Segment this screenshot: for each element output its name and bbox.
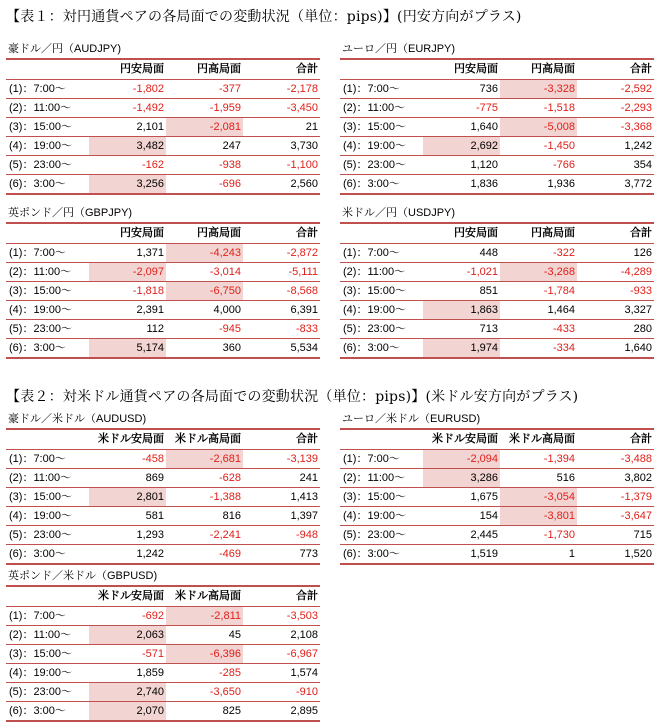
row-label: (6)：3:00～ xyxy=(9,178,66,190)
value-cell: -377 xyxy=(218,83,241,95)
row-label: (1)：7:00～ xyxy=(343,247,400,259)
table-row xyxy=(6,664,320,683)
row-label: (2)：11:00～ xyxy=(9,102,72,114)
table-caption: ユーロ／円（EURJPY) xyxy=(342,43,456,55)
total-cell: -2,592 xyxy=(620,83,652,95)
header-cell: 円安局面 xyxy=(454,227,498,239)
row-label: (4)：19:00～ xyxy=(343,304,406,316)
table-row xyxy=(340,526,654,545)
value-cell: 1,863 xyxy=(423,301,500,319)
total-cell: -3,368 xyxy=(620,121,652,133)
row-label: (6)：3:00～ xyxy=(9,342,66,354)
value-cell: -3,054 xyxy=(500,488,577,506)
value-cell: 581 xyxy=(145,510,164,522)
value-cell: -766 xyxy=(552,159,575,171)
value-cell: -1,784 xyxy=(543,285,575,297)
table-row xyxy=(340,137,654,156)
total-cell: -2,872 xyxy=(286,247,318,259)
row-label: (1)：7:00～ xyxy=(9,83,66,95)
total-cell: -6,967 xyxy=(286,648,318,660)
header-cell xyxy=(6,587,89,606)
value-cell: 3,286 xyxy=(423,469,500,487)
value-cell: 2,070 xyxy=(89,702,166,720)
total-cell: -948 xyxy=(295,529,318,541)
total-cell: -1,379 xyxy=(620,491,652,503)
value-cell: 2,391 xyxy=(136,304,164,316)
table-row xyxy=(340,118,654,137)
total-cell: 3,730 xyxy=(290,140,318,152)
value-cell: -1,730 xyxy=(543,529,575,541)
row-label: (3)：15:00～ xyxy=(9,121,72,133)
row-label: (2)：11:00～ xyxy=(343,102,406,114)
header-cell: 合計 xyxy=(630,227,652,239)
value-cell: 448 xyxy=(479,247,498,259)
value-cell: 1,675 xyxy=(470,491,498,503)
table-gbpusd xyxy=(6,567,320,722)
row-label: (5)：23:00～ xyxy=(9,159,72,171)
table-row xyxy=(6,263,320,282)
header-cell: 合計 xyxy=(296,433,318,445)
table-caption: ユーロ／米ドル（EURUSD) xyxy=(342,413,481,425)
table-row xyxy=(6,301,320,320)
table-row xyxy=(6,80,320,99)
value-cell: 825 xyxy=(222,705,241,717)
table-row xyxy=(6,488,320,507)
table-eurjpy xyxy=(340,40,654,195)
row-label: (4)：19:00～ xyxy=(9,304,72,316)
header-cell xyxy=(6,60,89,79)
value-cell: -2,681 xyxy=(166,450,243,468)
header-cell: 合計 xyxy=(630,433,652,445)
row-label: (2)：11:00～ xyxy=(9,472,72,484)
total-cell: 6,391 xyxy=(290,304,318,316)
table-row xyxy=(6,507,320,526)
value-cell: -3,014 xyxy=(209,266,241,278)
row-label: (6)：3:00～ xyxy=(9,705,66,717)
table-row xyxy=(6,645,320,664)
header-cell xyxy=(340,60,423,79)
row-label: (3)：15:00～ xyxy=(343,285,406,297)
table-row xyxy=(6,156,320,175)
value-cell: 2,801 xyxy=(89,488,166,506)
value-cell: -162 xyxy=(141,159,164,171)
header-cell: 円安局面 xyxy=(120,227,164,239)
value-cell: -3,268 xyxy=(500,263,577,281)
value-cell: -2,081 xyxy=(166,118,243,136)
total-cell: -933 xyxy=(629,285,652,297)
value-cell: 154 xyxy=(479,510,498,522)
value-cell: 2,692 xyxy=(423,137,500,155)
total-cell: 3,772 xyxy=(624,178,652,190)
table-row xyxy=(340,301,654,320)
table-header xyxy=(340,428,654,450)
table-header xyxy=(6,585,320,607)
value-cell: 1,936 xyxy=(547,178,575,190)
table-row xyxy=(340,339,654,359)
value-cell: 816 xyxy=(222,510,241,522)
total-cell: 354 xyxy=(633,159,652,171)
table-row xyxy=(6,702,320,722)
value-cell: -3,801 xyxy=(500,507,577,525)
table-row xyxy=(6,282,320,301)
total-cell: -3,647 xyxy=(620,510,652,522)
value-cell: 516 xyxy=(556,472,575,484)
value-cell: 2,101 xyxy=(136,121,164,133)
total-cell: -1,100 xyxy=(286,159,318,171)
value-cell: -334 xyxy=(552,342,575,354)
table-audusd xyxy=(6,410,320,565)
value-cell: -285 xyxy=(218,667,241,679)
value-cell: 1,464 xyxy=(547,304,575,316)
row-label: (4)：19:00～ xyxy=(343,510,406,522)
total-cell: -910 xyxy=(295,686,318,698)
total-cell: -8,568 xyxy=(286,285,318,297)
row-label: (3)：15:00～ xyxy=(9,285,72,297)
value-cell: 3,482 xyxy=(89,137,166,155)
value-cell: -1,388 xyxy=(209,491,241,503)
value-cell: -945 xyxy=(218,323,241,335)
table-row xyxy=(6,607,320,626)
total-cell: 3,327 xyxy=(624,304,652,316)
row-label: (5)：23:00～ xyxy=(9,323,72,335)
value-cell: 1,371 xyxy=(136,247,164,259)
value-cell: -4,243 xyxy=(166,244,243,262)
total-cell: 3,802 xyxy=(624,472,652,484)
header-cell: 円高局面 xyxy=(531,227,575,239)
value-cell: -775 xyxy=(475,102,498,114)
value-cell: -1,802 xyxy=(132,83,164,95)
table-row xyxy=(340,156,654,175)
section2-title: 【表２：対米ドル通貨ペアの各局面での変動状況（単位：pips)】(米ドル安方向がプラス) xyxy=(6,389,579,405)
table-row xyxy=(340,244,654,263)
value-cell: -571 xyxy=(141,648,164,660)
table-caption: 米ドル／円（USDJPY) xyxy=(342,207,456,219)
total-cell: 21 xyxy=(305,121,318,133)
row-label: (1)：7:00～ xyxy=(9,610,66,622)
value-cell: -1,450 xyxy=(543,140,575,152)
table-row xyxy=(340,263,654,282)
table-header xyxy=(6,428,320,450)
row-label: (5)：23:00～ xyxy=(9,529,72,541)
header-cell: 円高局面 xyxy=(197,63,241,75)
value-cell: 1 xyxy=(568,548,575,560)
value-cell: -696 xyxy=(218,178,241,190)
header-cell: 合計 xyxy=(296,63,318,75)
row-label: (6)：3:00～ xyxy=(343,342,400,354)
row-label: (3)：15:00～ xyxy=(9,648,72,660)
value-cell: 1,974 xyxy=(423,339,500,357)
table-header xyxy=(6,58,320,80)
table-row xyxy=(340,282,654,301)
value-cell: 45 xyxy=(228,629,241,641)
total-cell: 280 xyxy=(633,323,652,335)
value-cell: -3,650 xyxy=(209,686,241,698)
header-cell: 米ドル安局面 xyxy=(432,433,498,445)
value-cell: 869 xyxy=(145,472,164,484)
value-cell: 360 xyxy=(222,342,241,354)
table-row xyxy=(6,118,320,137)
total-cell: 1,397 xyxy=(290,510,318,522)
value-cell: -1,818 xyxy=(132,285,164,297)
table-row xyxy=(6,244,320,263)
table-row xyxy=(340,320,654,339)
value-cell: -2,811 xyxy=(166,607,243,625)
value-cell: 1,640 xyxy=(470,121,498,133)
value-cell: 4,000 xyxy=(213,304,241,316)
value-cell: -1,492 xyxy=(132,102,164,114)
row-label: (5)：23:00～ xyxy=(343,159,406,171)
header-cell: 円高局面 xyxy=(531,63,575,75)
total-cell: 1,640 xyxy=(624,342,652,354)
section1-title: 【表１：対円通貨ペアの各局面での変動状況（単位：pips)】(円安方向がプラス) xyxy=(6,9,522,25)
value-cell: 5,174 xyxy=(89,339,166,357)
value-cell: 112 xyxy=(146,323,164,335)
value-cell: -2,097 xyxy=(89,263,166,281)
table-row xyxy=(6,683,320,702)
table-header xyxy=(340,58,654,80)
row-label: (1)：7:00～ xyxy=(9,453,66,465)
value-cell: 713 xyxy=(479,323,498,335)
header-cell: 合計 xyxy=(296,227,318,239)
value-cell: 2,063 xyxy=(89,626,166,644)
table-row xyxy=(6,450,320,469)
total-cell: -2,293 xyxy=(620,102,652,114)
value-cell: -692 xyxy=(141,610,164,622)
row-label: (2)：11:00～ xyxy=(9,266,72,278)
table-caption: 英ポンド／円（GBPJPY) xyxy=(8,207,133,219)
total-cell: -3,139 xyxy=(286,453,318,465)
header-cell: 合計 xyxy=(296,590,318,602)
value-cell: 2,740 xyxy=(89,683,166,701)
header-cell: 米ドル高局面 xyxy=(509,433,575,445)
value-cell: -6,396 xyxy=(166,645,243,663)
value-cell: -2,094 xyxy=(423,450,500,468)
row-label: (3)：15:00～ xyxy=(9,491,72,503)
table-row xyxy=(340,488,654,507)
table-row xyxy=(340,99,654,118)
total-cell: -2,178 xyxy=(286,83,318,95)
total-cell: 2,108 xyxy=(290,629,318,641)
table-eurusd xyxy=(340,410,654,565)
total-cell: -4,289 xyxy=(620,266,652,278)
table-row xyxy=(6,526,320,545)
total-cell: -3,488 xyxy=(620,453,652,465)
table-row xyxy=(340,507,654,526)
table-row xyxy=(6,137,320,156)
row-label: (4)：19:00～ xyxy=(343,140,406,152)
total-cell: 715 xyxy=(633,529,652,541)
row-label: (2)：11:00～ xyxy=(343,266,406,278)
total-cell: -3,503 xyxy=(286,610,318,622)
total-cell: 1,413 xyxy=(290,491,318,503)
value-cell: 3,256 xyxy=(89,175,166,193)
total-cell: 1,520 xyxy=(624,548,652,560)
total-cell: 2,895 xyxy=(290,705,318,717)
value-cell: 247 xyxy=(222,140,241,152)
table-row xyxy=(6,626,320,645)
table-caption: 英ポンド／米ドル（GBPUSD) xyxy=(8,570,158,582)
total-cell: -3,450 xyxy=(286,102,318,114)
table-row xyxy=(6,175,320,195)
table-header xyxy=(6,222,320,244)
value-cell: -458 xyxy=(141,453,164,465)
row-label: (1)：7:00～ xyxy=(9,247,66,259)
value-cell: -1,518 xyxy=(543,102,575,114)
value-cell: 851 xyxy=(479,285,498,297)
table-row xyxy=(340,545,654,565)
value-cell: 736 xyxy=(479,83,498,95)
row-label: (1)：7:00～ xyxy=(343,83,400,95)
row-label: (4)：19:00～ xyxy=(9,140,72,152)
table-audjpy xyxy=(6,40,320,195)
row-label: (5)：23:00～ xyxy=(343,323,406,335)
total-cell: -5,111 xyxy=(288,266,318,278)
header-cell xyxy=(6,224,89,243)
header-cell xyxy=(340,430,423,449)
value-cell: -938 xyxy=(218,159,241,171)
table-caption: 豪ドル／米ドル（AUDUSD) xyxy=(8,413,147,425)
row-label: (3)：15:00～ xyxy=(343,491,406,503)
row-label: (6)：3:00～ xyxy=(343,178,400,190)
value-cell: -433 xyxy=(552,323,575,335)
total-cell: 126 xyxy=(633,247,652,259)
header-cell: 円安局面 xyxy=(120,63,164,75)
row-label: (4)：19:00～ xyxy=(9,510,72,522)
value-cell: -1,394 xyxy=(543,453,575,465)
value-cell: 1,293 xyxy=(136,529,164,541)
table-row xyxy=(6,545,320,565)
value-cell: -2,241 xyxy=(209,529,241,541)
value-cell: 2,445 xyxy=(470,529,498,541)
table-row xyxy=(6,469,320,488)
total-cell: 1,574 xyxy=(290,667,318,679)
value-cell: -1,021 xyxy=(466,266,498,278)
table-gbpjpy xyxy=(6,204,320,359)
row-label: (3)：15:00～ xyxy=(343,121,406,133)
row-label: (2)：11:00～ xyxy=(9,629,72,641)
row-label: (4)：19:00～ xyxy=(9,667,72,679)
table-caption: 豪ドル／円（AUDJPY) xyxy=(8,43,122,55)
total-cell: 5,534 xyxy=(290,342,318,354)
value-cell: 1,242 xyxy=(136,548,164,560)
value-cell: -469 xyxy=(218,548,241,560)
total-cell: 2,560 xyxy=(290,178,318,190)
header-cell: 米ドル高局面 xyxy=(175,433,241,445)
total-cell: 1,242 xyxy=(624,140,652,152)
table-row xyxy=(340,175,654,195)
table-row xyxy=(340,469,654,488)
row-label: (5)：23:00～ xyxy=(343,529,406,541)
header-cell: 米ドル安局面 xyxy=(98,590,164,602)
row-label: (5)：23:00～ xyxy=(9,686,72,698)
value-cell: -3,328 xyxy=(500,80,577,98)
value-cell: -6,750 xyxy=(166,282,243,300)
row-label: (2)：11:00～ xyxy=(343,472,406,484)
value-cell: 1,836 xyxy=(470,178,498,190)
total-cell: -833 xyxy=(295,323,318,335)
value-cell: -628 xyxy=(218,472,241,484)
table-row xyxy=(6,99,320,118)
value-cell: -1,959 xyxy=(209,102,241,114)
header-cell xyxy=(6,430,89,449)
total-cell: 241 xyxy=(299,472,318,484)
header-cell: 合計 xyxy=(630,63,652,75)
value-cell: -322 xyxy=(552,247,575,259)
header-cell xyxy=(340,224,423,243)
table-row xyxy=(340,450,654,469)
value-cell: -5,008 xyxy=(500,118,577,136)
table-usdjpy xyxy=(340,204,654,359)
value-cell: 1,519 xyxy=(470,548,498,560)
total-cell: 773 xyxy=(299,548,318,560)
table-row xyxy=(340,80,654,99)
table-row xyxy=(6,339,320,359)
value-cell: 1,120 xyxy=(470,159,498,171)
row-label: (6)：3:00～ xyxy=(9,548,66,560)
value-cell: 1,859 xyxy=(136,667,164,679)
row-label: (6)：3:00～ xyxy=(343,548,400,560)
header-cell: 円高局面 xyxy=(197,227,241,239)
header-cell: 米ドル高局面 xyxy=(175,590,241,602)
row-label: (1)：7:00～ xyxy=(343,453,400,465)
table-row xyxy=(6,320,320,339)
table-header xyxy=(340,222,654,244)
header-cell: 米ドル安局面 xyxy=(98,433,164,445)
header-cell: 円安局面 xyxy=(454,63,498,75)
